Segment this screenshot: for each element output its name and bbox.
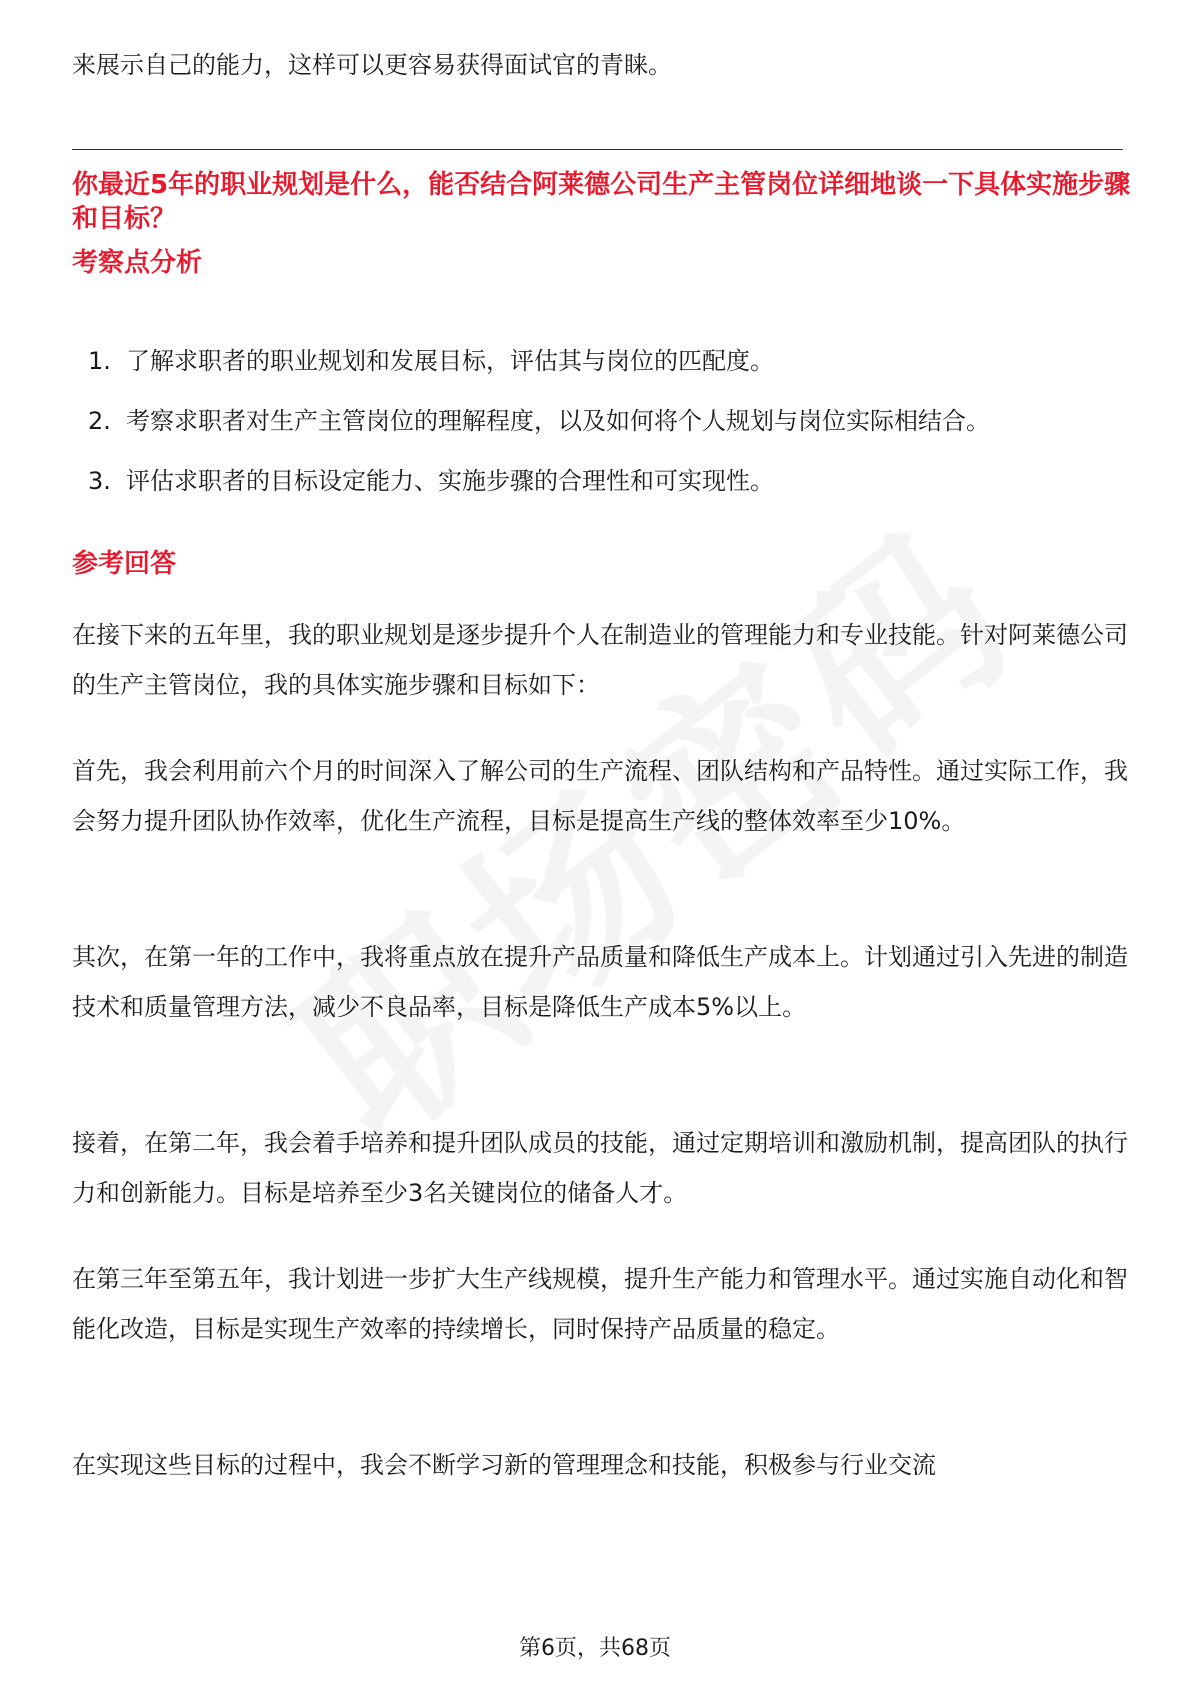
section-divider	[72, 149, 1123, 150]
intro-continuation: 来展示自己的能力，这样可以更容易获得面试官的青睐。	[72, 51, 672, 79]
page-footer: 第6页，共68页	[519, 1636, 671, 1661]
analysis-list	[72, 336, 1132, 516]
list-item-text: 考察求职者对生产主管岗位的理解程度，以及如何将个人规划与岗位实际相结合。	[126, 407, 990, 435]
answer-paragraph: 接着，在第二年，我会着手培养和提升团队成员的技能，通过定期培训和激励机制，提高团队的执行力和创新能力。目标是培养至少3名关键岗位的储备人才。	[72, 1129, 1128, 1207]
answer-title: 参考回答	[72, 549, 177, 579]
answer-paragraph: 在实现这些目标的过程中，我会不断学习新的管理理念和技能，积极参与行业交流	[72, 1451, 936, 1479]
list-item-text: 了解求职者的职业规划和发展目标，评估其与岗位的匹配度。	[126, 347, 774, 375]
list-item-text: 评估求职者的目标设定能力、实施步骤的合理性和可实现性。	[126, 467, 774, 495]
list-number: 3.	[88, 467, 111, 495]
analysis-item	[72, 456, 1132, 506]
list-number: 1.	[88, 347, 111, 375]
answer-paragraph: 在接下来的五年里，我的职业规划是逐步提升个人在制造业的管理能力和专业技能。针对阿莱德公司的生产主管岗位，我的具体实施步骤和目标如下：	[72, 621, 1128, 699]
analysis-item	[72, 396, 1132, 446]
answer-paragraph: 在第三年至第五年，我计划进一步扩大生产线规模，提升生产能力和管理水平。通过实施自动化和智能化改造，目标是实现生产效率的持续增长，同时保持产品质量的稳定。	[72, 1265, 1128, 1343]
answer-paragraph: 其次，在第一年的工作中，我将重点放在提升产品质量和降低生产成本上。计划通过引入先进的制造技术和质量管理方法，减少不良品率，目标是降低生产成本5%以上。	[72, 943, 1128, 1021]
answer-paragraph: 首先，我会利用前六个月的时间深入了解公司的生产流程、团队结构和产品特性。通过实际工作，我会努力提升团队协作效率，优化生产流程，目标是提高生产线的整体效率至少10%。	[72, 757, 1128, 835]
interview-question: 你最近5年的职业规划是什么，能否结合阿莱德公司生产主管岗位详细地谈一下具体实施步骤和目标？	[72, 170, 1131, 234]
analysis-item	[72, 336, 1132, 386]
analysis-title: 考察点分析	[72, 248, 203, 278]
list-number: 2.	[88, 407, 111, 435]
